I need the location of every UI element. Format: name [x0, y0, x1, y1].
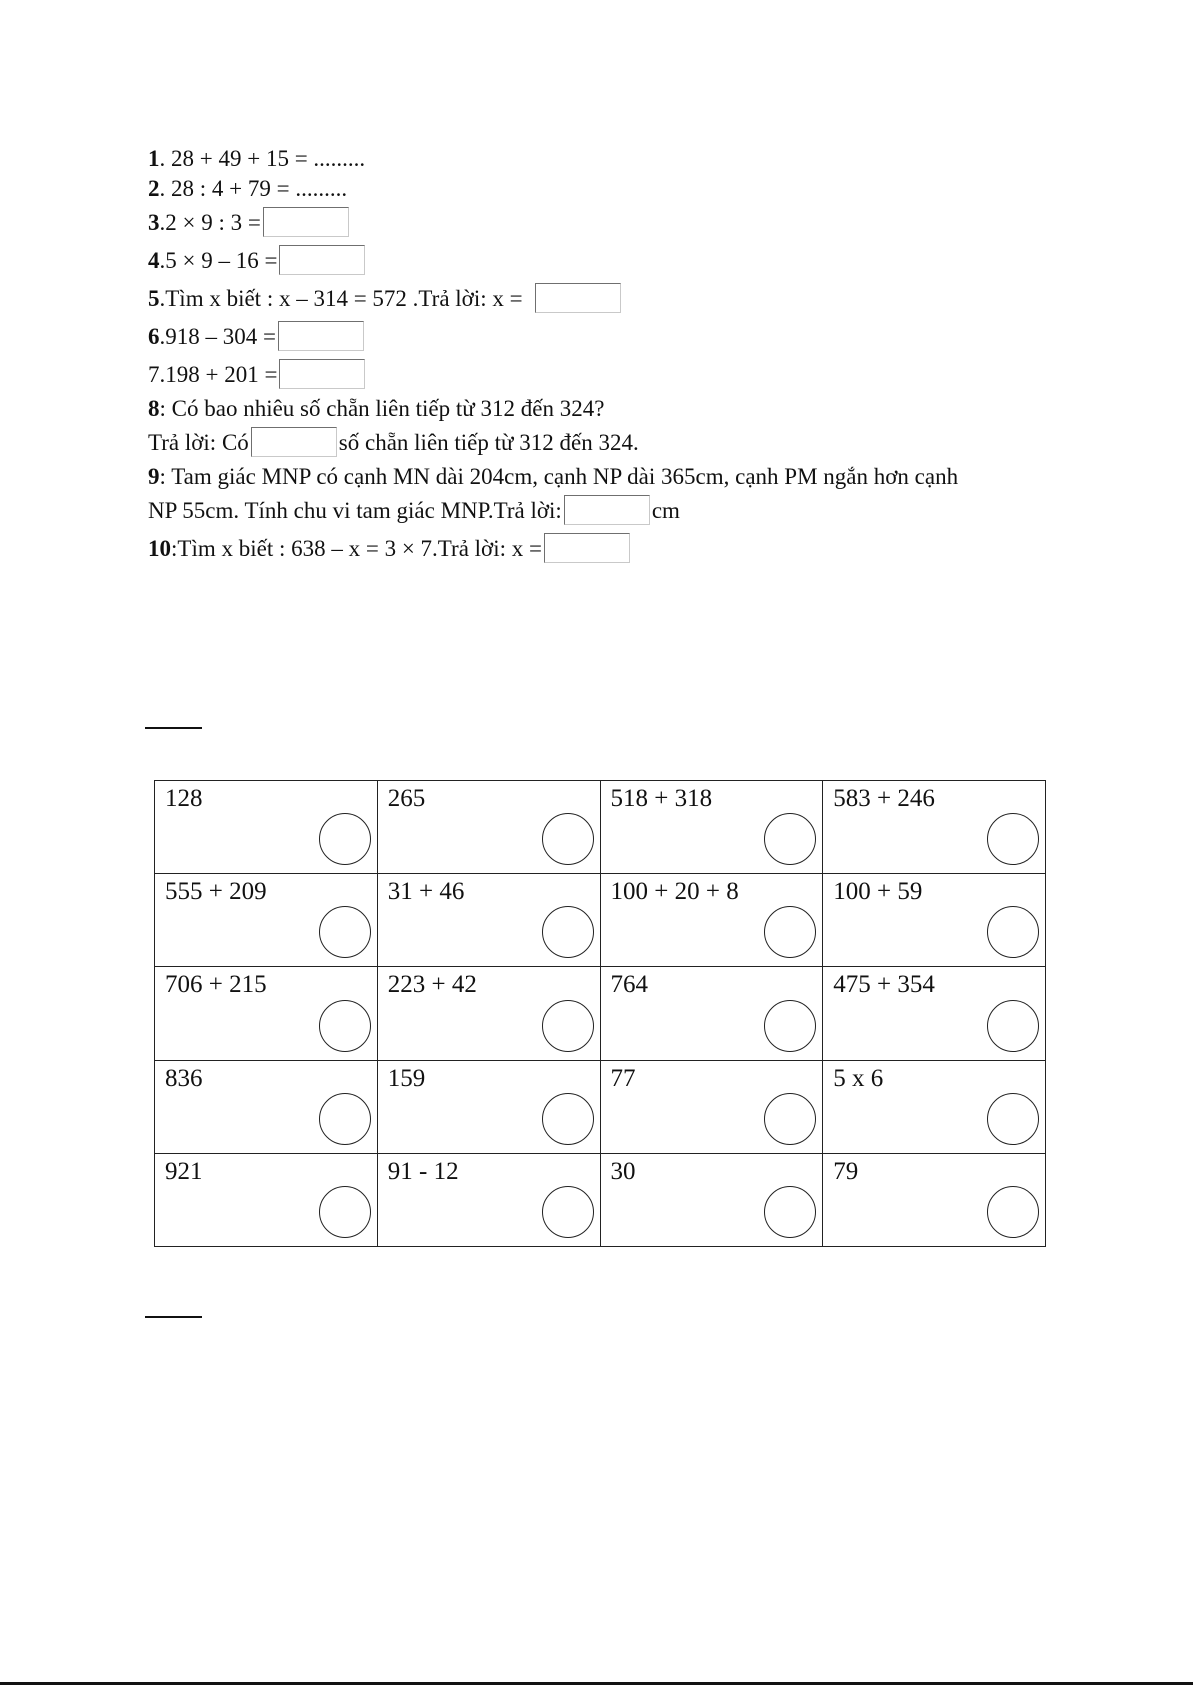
- answer-suffix: số chẵn liên tiếp từ 312 đến 324.: [338, 429, 639, 455]
- question-10: [148, 529, 1088, 567]
- question-number: 5: [148, 285, 160, 311]
- answer-box[interactable]: [279, 359, 365, 389]
- cell-text: 100 + 20 + 8: [610, 878, 739, 906]
- grid-cell: [155, 1153, 378, 1246]
- answer-unit: cm: [651, 497, 680, 523]
- cell-text: 518 + 318: [610, 785, 713, 812]
- grid-cell: [600, 967, 823, 1060]
- grid-cell: [377, 874, 600, 967]
- grid-cell: [155, 781, 378, 874]
- question-text: .918 – 304 =: [159, 323, 276, 349]
- grid-cell: [823, 1153, 1046, 1246]
- question-number: 4: [148, 247, 160, 273]
- question-2: [148, 173, 1088, 203]
- answer-box[interactable]: [278, 321, 364, 351]
- cell-text: 836: [165, 1064, 203, 1092]
- cell-text: 31 + 46: [387, 878, 465, 906]
- answer-circle[interactable]: [542, 1186, 594, 1238]
- grid-row: [155, 1060, 1046, 1153]
- answer-circle[interactable]: [987, 813, 1039, 865]
- grid-cell: [823, 874, 1046, 967]
- answer-circle[interactable]: [319, 1093, 371, 1145]
- answer-box[interactable]: [279, 245, 365, 275]
- question-number: 1: [148, 145, 160, 171]
- cell-text: 265: [387, 785, 426, 812]
- question-4: [148, 241, 1088, 279]
- question-text: . 28 + 49 + 15 = .........: [159, 145, 366, 171]
- grid-cell: [155, 874, 378, 967]
- answer-circle[interactable]: [987, 1000, 1039, 1052]
- cell-text: 223 + 42: [387, 971, 477, 999]
- question-5: [148, 279, 1088, 317]
- answer-box[interactable]: [564, 495, 650, 525]
- cell-text: 128: [165, 785, 203, 812]
- question-9: [148, 461, 1088, 491]
- grid-cell: [600, 781, 823, 874]
- grid-cell: [600, 1060, 823, 1153]
- answer-circle[interactable]: [319, 1186, 371, 1238]
- answer-box[interactable]: [251, 427, 337, 457]
- answer-circle[interactable]: [987, 1186, 1039, 1238]
- cell-text: 100 + 59: [833, 878, 923, 906]
- cell-text: 91 - 12: [387, 1157, 459, 1185]
- question-8: [148, 393, 1088, 423]
- cell-text: 764: [610, 971, 648, 999]
- answer-box[interactable]: [544, 533, 630, 563]
- question-text: .Tìm x biết : x – 314 = 572 .Trả lời: x =: [159, 285, 523, 311]
- answer-circle[interactable]: [987, 1093, 1039, 1145]
- cell-text: 30: [610, 1157, 636, 1185]
- cell-text: 5 x 6: [833, 1064, 884, 1092]
- answer-circle[interactable]: [764, 813, 816, 865]
- section-underline: [145, 1316, 202, 1318]
- cell-text: 475 + 354: [833, 971, 935, 999]
- question-list: [148, 143, 1088, 567]
- grid-cell: [823, 967, 1046, 1060]
- cell-text: 555 + 209: [165, 878, 267, 906]
- question-number: 6: [148, 323, 160, 349]
- answer-prefix: Trả lời: Có: [148, 429, 249, 455]
- answer-circle[interactable]: [764, 1093, 816, 1145]
- cell-text: 159: [387, 1064, 426, 1092]
- question-number: 3: [148, 209, 160, 235]
- question-text: . 28 : 4 + 79 = .........: [159, 175, 348, 201]
- matching-grid: [154, 780, 1046, 1247]
- question-9-answer: [148, 491, 1088, 529]
- question-number: 10: [148, 535, 171, 561]
- grid-cell: [155, 967, 378, 1060]
- answer-circle[interactable]: [764, 1000, 816, 1052]
- cell-text: 77: [610, 1064, 636, 1092]
- question-text: :Tìm x biết : 638 – x = 3 × 7.Trả lời: x =: [171, 535, 542, 561]
- question-7: [148, 355, 1088, 393]
- answer-box[interactable]: [535, 283, 621, 313]
- grid-cell: [377, 781, 600, 874]
- question-1: [148, 143, 1088, 173]
- grid-row: [155, 874, 1046, 967]
- question-8-answer: [148, 423, 1088, 461]
- grid-row: [155, 967, 1046, 1060]
- grid-cell: [600, 1153, 823, 1246]
- question-text: 7.198 + 201 =: [148, 361, 278, 387]
- question-text: : Tam giác MNP có cạnh MN dài 204cm, cạnh NP dài 365cm, cạnh PM ngắn hơn cạnh: [159, 463, 959, 489]
- grid-cell: [823, 781, 1046, 874]
- question-text: .5 × 9 – 16 =: [159, 247, 278, 273]
- answer-circle[interactable]: [987, 906, 1039, 958]
- grid-cell: [600, 874, 823, 967]
- answer-circle[interactable]: [319, 813, 371, 865]
- grid-cell: [155, 1060, 378, 1153]
- answer-circle[interactable]: [764, 1186, 816, 1238]
- answer-circle[interactable]: [542, 813, 594, 865]
- grid-row: [155, 1153, 1046, 1246]
- question-number: 2: [148, 175, 160, 201]
- question-3: [148, 203, 1088, 241]
- cell-text: 921: [165, 1157, 203, 1185]
- grid-cell: [377, 967, 600, 1060]
- question-number: 8: [148, 395, 160, 421]
- grid-cell: [377, 1060, 600, 1153]
- question-6: [148, 317, 1088, 355]
- answer-box[interactable]: [263, 207, 349, 237]
- answer-circle[interactable]: [764, 906, 816, 958]
- question-text: : Có bao nhiêu số chẵn liên tiếp từ 312 đến 324?: [159, 395, 605, 421]
- grid-cell: [377, 1153, 600, 1246]
- question-text: .2 × 9 : 3 =: [159, 209, 261, 235]
- grid-cell: [823, 1060, 1046, 1153]
- section-underline: [145, 727, 202, 729]
- question-text-line2: NP 55cm. Tính chu vi tam giác MNP.Trả lời:: [148, 497, 562, 523]
- question-number: 9: [148, 463, 160, 489]
- cell-text: 706 + 215: [165, 971, 267, 999]
- answer-circle[interactable]: [319, 1000, 371, 1052]
- cell-text: 79: [833, 1157, 859, 1185]
- cell-text: 583 + 246: [833, 785, 935, 812]
- answer-circle[interactable]: [542, 1093, 594, 1145]
- grid-row: [155, 781, 1046, 874]
- answer-circle[interactable]: [542, 906, 594, 958]
- answer-circle[interactable]: [319, 906, 371, 958]
- answer-circle[interactable]: [542, 1000, 594, 1052]
